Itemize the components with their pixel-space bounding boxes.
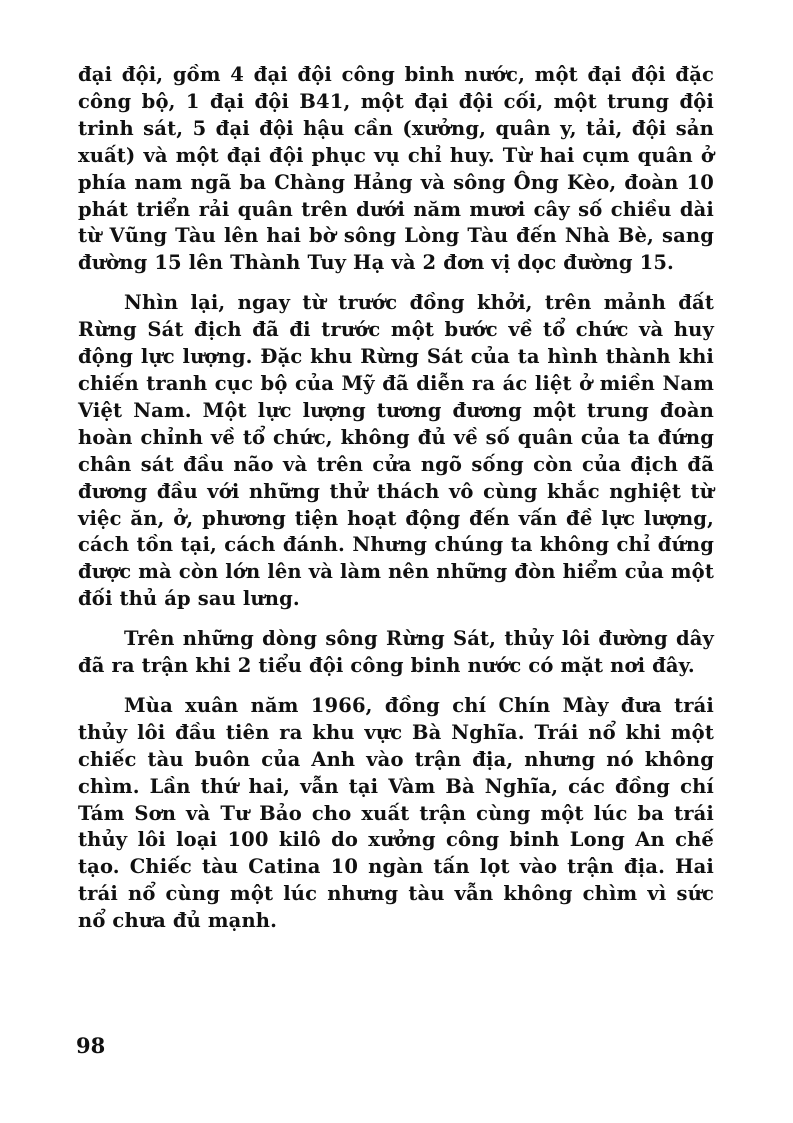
page-number: 98 xyxy=(76,1033,106,1058)
page-body xyxy=(78,62,714,935)
paragraph-retrospective: Nhìn lại, ngay từ trước đồng khởi, trên mảnh đất Rừng Sát địch đã đi trước một bước về tổ chức và huy động lực lượng. Đặc khu Rừng Sát của ta hình thành khi chiến tranh cục bộ của Mỹ đã diễn ra ác liệt ở miền Nam Việt Nam. Một lực lượng tương đương một trung đoàn hoàn chỉnh về tổ chức, không đủ về số quân của ta đứng chân sát đầu não và trên cửa ngõ sống còn của địch đã đương đầu với những thử thách vô cùng khắc nghiệt từ việc ăn, ở, phương tiện hoạt động đến vấn đề lực lượng, cách tồn tại, cách đánh. Nhưng chúng ta không chỉ đứng được mà còn lớn lên và làm nên những đòn hiểm của một đối thủ áp sau lưng. xyxy=(78,291,714,611)
paragraph-units-list: đại đội, gồm 4 đại đội công binh nước, một đại đội đặc công bộ, 1 đại đội B41, một đại đội cối, một trung đội trinh sát, 5 đại đội hậu cần (xưởng, quân y, tải, đội sản xuất) và một đại đội phục vụ chỉ huy. Từ hai cụm quân ở phía nam ngã ba Chàng Hảng và sông Ông Kèo, đoàn 10 phát triển rải quân trên dưới năm mươi cây số chiều dài từ Vũng Tàu lên hai bờ sông Lòng Tàu đến Nhà Bè, sang đường 15 lên Thành Tuy Hạ và 2 đơn vị dọc đường 15. xyxy=(78,63,714,275)
paragraph-spring-1966: Mùa xuân năm 1966, đồng chí Chín Mày đưa trái thủy lôi đầu tiên ra khu vực Bà Nghĩa. Trái nổ khi một chiếc tàu buôn của Anh vào trận địa, nhưng nó không chìm. Lần thứ hai, vẫn tại Vàm Bà Nghĩa, các đồng chí Tám Sơn và Tư Bảo cho xuất trận cùng một lúc ba trái thủy lôi loại 100 kilô do xưởng công binh Long An chế tạo. Chiếc tàu Catina 10 ngàn tấn lọt vào trận địa. Hai trái nổ cùng một lúc nhưng tàu vẫn không chìm vì sức nổ chưa đủ mạnh. xyxy=(78,693,714,933)
paragraph-naval-mines-intro: Trên những dòng sông Rừng Sát, thủy lôi đường dây đã ra trận khi 2 tiểu đội công binh nước có mặt nơi đây. xyxy=(78,627,714,678)
